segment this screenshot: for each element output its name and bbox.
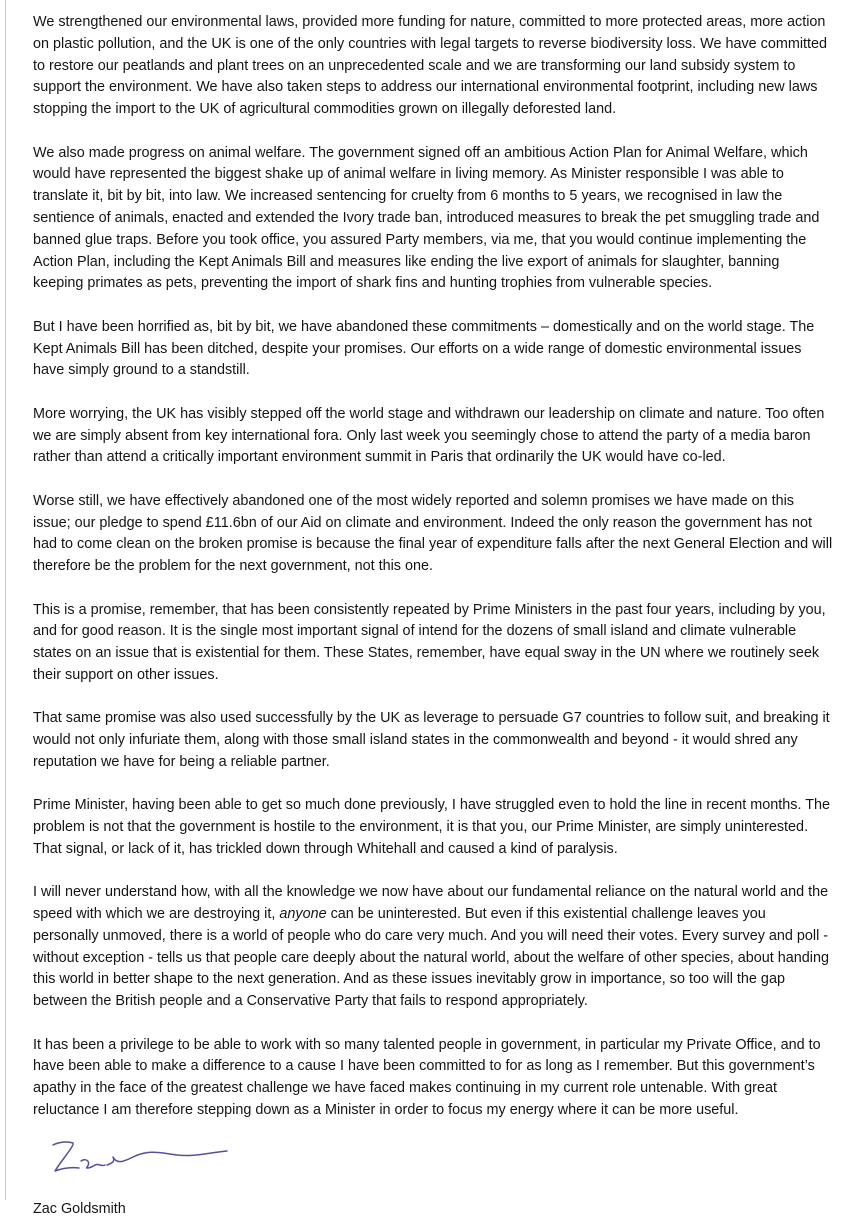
paragraph-uninterested: Prime Minister, having been able to get so much done previously, I have struggled even to hold the line in recent months. The problem is not that the government is hostile to the environment, it is that you, our Prime Minister, are simply uninterested. That signal, or lack of it, has trickled down through Whitehall and caused a kind of paralysis. (33, 797, 831, 857)
paragraph-animal-welfare: We also made progress on animal welfare. The government signed off an ambitious Action Plan for Animal Welfare, which would have represented the biggest shake up of animal welfare in living memory. As Minister responsible I was able to translate it, bit by bit, into law. We increased sentencing for cruelty from 6 months to 5 years, we recognised in law the sentience of animals, enacted and extended the Ivory trade ban, introduced measures to break the pet smuggling trade and banned glue traps. Before you took office, you assured Party members, via me, that you would continue implementing the Action Plan, including the Kept Animals Bill and measures like ending the live export of animals for slaughter, banning keeping primates as pets, preventing the import of shark fins and hunting trophies from vulnerable species. (33, 144, 820, 292)
letter-body (33, 12, 833, 1221)
paragraph-world-stage: More worrying, the UK has visibly stepped off the world stage and withdrawn our leadership on climate and nature. Too often we are simply absent from key international fora. Only last week you seemingly chose to attend the party of a media baron rather than attend a critically important environment summit in Paris that ordinarily the UK would have co-led. (33, 405, 825, 466)
paragraph-aid-pledge: Worse still, we have effectively abandoned one of the most widely reported and solemn promises we have made on this issue; our pledge to spend £11.6bn of our Aid on climate and environment. Indeed the only reason the government has not had to come clean on the broken promise is because the final year of expenditure falls after the next General Election and will therefore be the problem for the next government, not this one. (33, 492, 833, 575)
paragraph-closing: It has been a privilege to be able to work with so many talented people in government, in particular my Private Office, and to have been able to make a difference to a cause I have been committed to for as long as I remember. But this government’s apathy in the face of the greatest challenge we have faced makes continuing in my current role untenable. With great reluctance I am therefore stepping down as a Minister in order to focus my energy where it can be more useful. (33, 1036, 821, 1119)
paragraph-environmental-laws: We strengthened our environmental laws, provided more funding for nature, committed to more protected areas, more action on plastic pollution, and the UK is one of the only countries with legal targets to reverse biodiversity loss. We have committed to restore our peatlands and plant trees on an unprecedented scale and we are transforming our land subsidy system to support the environment. We have also taken steps to address our international environmental footprint, including new laws stopping the import to the UK of agricultural commodities grown on illegally deforested land. (33, 14, 828, 118)
emphasis-anyone: anyone (279, 906, 327, 923)
paragraph-promise-repeated: This is a promise, remember, that has been consistently repeated by Prime Ministers in the past four years, including by you, and for good reason. It is the single most important signal of intend for the dozens of small island and climate vulnerable states on an issue that is existential for them. These States, remember, have equal sway in the UN where we routinely seek their support on other issues. (33, 601, 826, 683)
handwritten-signature (45, 1131, 235, 1189)
paragraph-natural-world (33, 882, 833, 1013)
paragraph-g7-leverage: That same promise was also used successfully by the UK as leverage to persuade G7 countries to follow suit, and breaking it would not only infuriate them, along with those small island states in the commonwealth and beyond - it would shred any reputation we have for being a reliable partner. (33, 710, 830, 770)
paragraph-abandoned-commitments: But I have been horrified as, bit by bit, we have abandoned these commitments – domestically and on the world stage. The Kept Animals Bill has been ditched, despite your promises. Our efforts on a wide range of domestic environmental issues have simply ground to a standstill. (33, 318, 815, 379)
page-edge (5, 0, 6, 1200)
paragraph-natural-world-start: I will never understand how, with all the knowledge we now have about our fundamental reliance on the natural world and the speed with which we are destroying it, (33, 884, 829, 923)
paragraph-natural-world-end: can be uninterested. But even if this existential challenge leaves you personally unmoved, there is a world of people who do care very much. And you will need their votes. Every survey and poll - without exception - tells us that people care deeply about the natural world, about the welfare of other species, about handing this world in better shape to the next generation. And as these issues inevitably grow in importance, so too will the gap between the British people and a Conservative Party that fails to respond appropriately. (33, 906, 829, 1010)
signer-name: Zac Goldsmith (33, 1201, 126, 1218)
